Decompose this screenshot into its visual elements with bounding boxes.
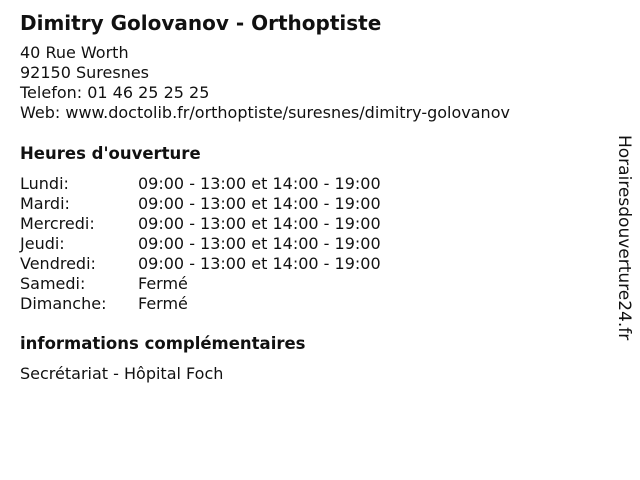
additional-info-text: Secrétariat - Hôpital Foch <box>20 364 224 383</box>
time-value: 09:00 - 13:00 et 14:00 - 19:00 <box>138 214 381 233</box>
hours-row-saturday <box>20 274 440 294</box>
time-value: Fermé <box>138 274 188 293</box>
street-address: 40 Rue Worth <box>20 43 129 62</box>
day-label: Vendredi: <box>20 254 96 273</box>
hours-row-wednesday <box>20 214 440 234</box>
phone-number: Telefon: 01 46 25 25 25 <box>20 83 210 102</box>
hours-row-sunday <box>20 294 440 314</box>
page-title: Dimitry Golovanov - Orthoptiste <box>20 11 382 35</box>
time-value: 09:00 - 13:00 et 14:00 - 19:00 <box>138 254 381 273</box>
hours-row-thursday <box>20 234 440 254</box>
day-label: Jeudi: <box>20 234 65 253</box>
time-value: 09:00 - 13:00 et 14:00 - 19:00 <box>138 234 381 253</box>
opening-hours-heading: Heures d'ouverture <box>20 144 201 163</box>
additional-info-heading: informations complémentaires <box>20 334 306 353</box>
hours-row-monday <box>20 174 440 194</box>
day-label: Lundi: <box>20 174 69 193</box>
opening-hours-table <box>20 174 440 314</box>
site-watermark: Horairesdouverture24.fr <box>614 135 634 341</box>
hours-row-friday <box>20 254 440 274</box>
day-label: Samedi: <box>20 274 86 293</box>
city-postcode: 92150 Suresnes <box>20 63 150 82</box>
time-value: Fermé <box>138 294 188 313</box>
time-value: 09:00 - 13:00 et 14:00 - 19:00 <box>138 194 381 213</box>
day-label: Dimanche: <box>20 294 107 313</box>
website-link[interactable]: Web: www.doctolib.fr/orthoptiste/suresnes/dimitry-golovanov <box>20 103 510 122</box>
day-label: Mardi: <box>20 194 70 213</box>
hours-row-tuesday <box>20 194 440 214</box>
address-block <box>20 43 510 123</box>
day-label: Mercredi: <box>20 214 95 233</box>
time-value: 09:00 - 13:00 et 14:00 - 19:00 <box>138 174 381 193</box>
